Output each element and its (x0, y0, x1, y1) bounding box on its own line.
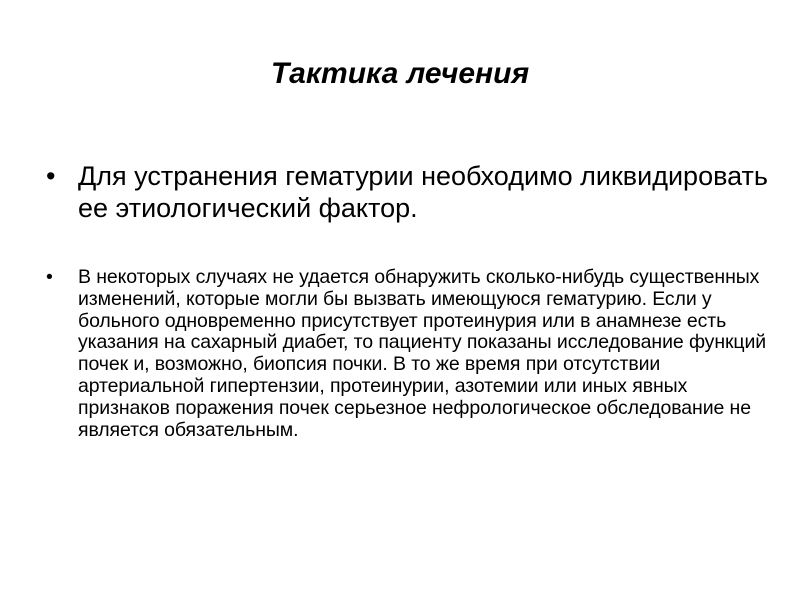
bullet-text-secondary: В некоторых случаях не удается обнаружить сколько-нибудь существенных изменений, которые могли бы вызвать имеющуюся гематурию. Если у больного одновременно присутствует протеинурия или в анамнезе есть указания на сахарный диабет, то пациенту показаны исследование функций почек и, возможно, биопсия почки. В то же время при отсутствии артериальной гипертензии, протеинурии, азотемии или иных явных признаков поражения почек серьезное нефрологическое обследование не является обязательным. (78, 266, 767, 441)
bullet-item-secondary (40, 267, 770, 441)
slide-title: Тактика лечения (270, 57, 530, 90)
bullet-text-primary: Для устранения гематурии необходимо ликвидировать ее этиологический фактор. (78, 161, 768, 223)
bullet-dot-icon: • (46, 161, 56, 191)
bullet-item-primary (40, 160, 770, 224)
bullet-dot-icon: • (46, 266, 53, 288)
bullet-list (40, 160, 770, 441)
